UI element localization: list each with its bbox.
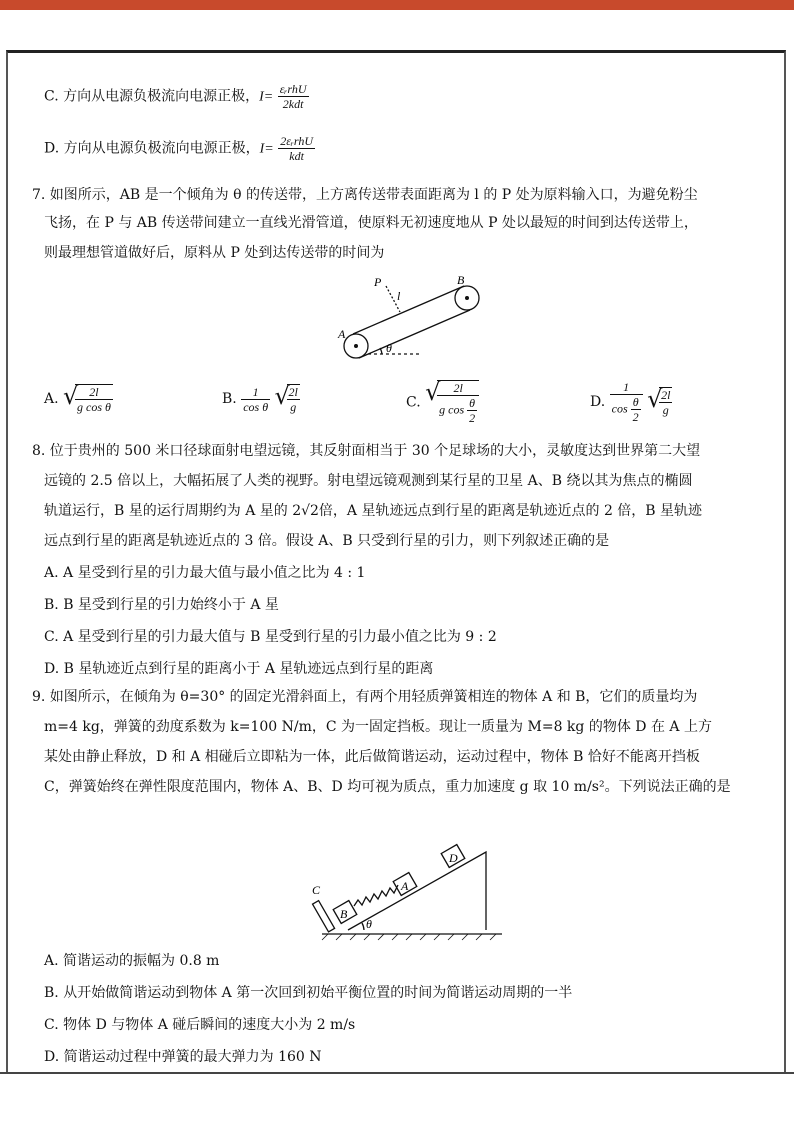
q9-option-b: B. 从开始做简谐运动到物体 A 第一次回到初始平衡位置的时间为简谐运动周期的一半 bbox=[44, 985, 573, 1001]
q7-option-a-sqrt: √ $\frac{2l}{\text{g cos θ}}$ bbox=[63, 382, 111, 414]
q7-option-b-den: g bbox=[290, 400, 297, 414]
q9-label-b: B bbox=[340, 907, 348, 921]
q7-option-c bbox=[406, 380, 479, 425]
q8-stem-line4: 远点到行星的距离是轨迹近点的 3 倍。假设 A、B 只受到行星的引力，则下列叙述正确的是 bbox=[44, 533, 610, 549]
q9-label-a: A bbox=[401, 879, 409, 893]
q8-stem-line1: 8. 位于贵州的 500 米口径球面射电望远镜，其反射面相当于 30 个足球场的大小，灵敏度达到世界第二大望 bbox=[32, 443, 701, 459]
q6-option-c-text: C. 方向从电源负极流向电源正极， bbox=[44, 88, 260, 105]
q7-angle-arc bbox=[380, 348, 382, 354]
q7-option-d-pre-den-den: 2 bbox=[632, 410, 639, 424]
q7-option-d bbox=[590, 380, 672, 424]
q7-roller-b-axle bbox=[465, 296, 469, 300]
q7-option-c-den-num: θ bbox=[467, 396, 477, 411]
q9-label-d: D bbox=[449, 851, 458, 865]
q8-stem-line2: 远镜的 2.5 倍以上，大幅拓展了人类的视野。射电望远镜观测到某行星的卫星 A、B 绕以其为焦点的椭圆 bbox=[44, 473, 693, 489]
q9-incline-figure bbox=[308, 838, 508, 942]
q8-option-d: D. B 星轨迹近点到行星的距离小于 A 星轨迹远点到行星的距离 bbox=[44, 661, 434, 677]
q7-option-c-den-pre: g cos bbox=[439, 402, 465, 417]
q7-label-l: l bbox=[397, 289, 401, 303]
q7-option-d-sqrt: √ $\frac{2l}{g}$ bbox=[647, 385, 671, 417]
q7-option-a-den: g cos θ bbox=[77, 400, 111, 414]
q7-option-d-pre-den-pre: cos bbox=[611, 401, 628, 416]
q6-option-c-denominator: 2kdt bbox=[282, 97, 304, 111]
q7-option-d-den: g bbox=[662, 403, 669, 417]
q7-belt-bottom-edge bbox=[359, 310, 470, 358]
q7-option-b-sqrt: √ $\frac{2l}{g}$ bbox=[274, 382, 298, 414]
q7-option-a bbox=[44, 384, 113, 414]
q7-options bbox=[44, 378, 774, 428]
q6-option-d bbox=[44, 134, 315, 163]
q8-stem-line3: 轨道运行，B 星的运行周期约为 A 星的 2√2倍，A 星轨迹远点到行星的距离是轨迹近点的 2 倍，B 星轨迹 bbox=[44, 503, 703, 519]
q6-option-c-lhs: I= bbox=[259, 89, 274, 105]
q7-label-b: B bbox=[457, 273, 465, 287]
q9-stopper-c bbox=[313, 901, 335, 932]
q6-option-d-numerator: 2εᵣrhU bbox=[280, 134, 314, 148]
q7-option-a-label: A. bbox=[44, 391, 59, 407]
q7-option-a-num: 2l bbox=[75, 385, 113, 400]
q9-spring bbox=[354, 885, 398, 906]
q8-option-c: C. A 星受到行星的引力最大值与 B 星受到行星的引力最小值之比为 9 : 2 bbox=[44, 629, 497, 645]
q9-angle-arc bbox=[362, 923, 364, 930]
q7-option-b-label: B. bbox=[222, 391, 237, 407]
q7-option-d-pre-den-num: θ bbox=[631, 395, 641, 410]
q6-option-c-numerator: εᵣrhU bbox=[279, 82, 307, 96]
q7-conveyor-figure bbox=[330, 272, 490, 368]
q7-stem-line2: 飞扬，在 P 与 AB 传送带间建立一直线光滑管道，使原料无初速度地从 P 处以最短的时间到达传送带上， bbox=[44, 215, 698, 231]
q9-stem-line4: C，弹簧始终在弹性限度范围内，物体 A、B、D 均可视为质点，重力加速度 g 取 10 m/s²。下列说法正确的是 bbox=[44, 779, 731, 795]
q7-option-c-den-den: 2 bbox=[469, 411, 476, 425]
q7-option-d-prefactor bbox=[610, 380, 643, 424]
q7-belt-top-edge bbox=[353, 286, 464, 334]
q7-option-d-pre-num: 1 bbox=[610, 380, 643, 395]
q7-option-b-pre-den: cos θ bbox=[243, 399, 269, 414]
q7-option-b-prefactor bbox=[241, 385, 270, 414]
q6-option-c-fraction bbox=[278, 82, 309, 111]
q9-stem-line1: 9. 如图所示，在倾角为 θ=30° 的固定光滑斜面上，有两个用轻质弹簧相连的物体 A 和 B，它们的质量均为 bbox=[32, 689, 698, 705]
q7-stem-line3: 则最理想管道做好后，原料从 P 处到达传送带的时间为 bbox=[44, 245, 385, 261]
q7-option-c-sqrt: √ 2l g cos $\frac{\theta}{2}$ bbox=[425, 380, 479, 425]
q6-option-d-text: D. 方向从电源负极流向电源正极， bbox=[44, 140, 260, 157]
q7-option-d-num: 2l bbox=[661, 388, 671, 402]
q6-option-d-lhs: I= bbox=[259, 141, 274, 157]
q7-option-c-label: C. bbox=[406, 394, 421, 411]
q7-roller-a-axle bbox=[354, 344, 358, 348]
bottom-rule bbox=[0, 1072, 794, 1074]
q9-stem-line3: 某处由静止释放，D 和 A 相碰后立即粘为一体，此后做简谐运动，运动过程中，物体 B 恰好不能离开挡板 bbox=[44, 749, 700, 765]
q7-option-d-label: D. bbox=[590, 394, 606, 410]
q7-label-p: P bbox=[374, 275, 382, 289]
q6-option-d-fraction bbox=[278, 134, 315, 163]
q7-option-b-pre-num: 1 bbox=[241, 385, 270, 400]
q7-option-b bbox=[222, 384, 300, 414]
q7-option-c-num: 2l bbox=[437, 381, 479, 396]
q9-option-c: C. 物体 D 与物体 A 碰后瞬间的速度大小为 2 m/s bbox=[44, 1017, 356, 1033]
q9-option-d: D. 简谐运动过程中弹簧的最大弹力为 160 N bbox=[44, 1049, 322, 1065]
q7-stem-line1: 7. 如图所示，AB 是一个倾角为 θ 的传送带，上方离传送带表面距离为 l 的 P 处为原料输入口，为避免粉尘 bbox=[32, 187, 698, 203]
q6-option-c bbox=[44, 82, 309, 111]
q9-label-c: C bbox=[312, 883, 321, 897]
q9-label-theta: θ bbox=[366, 917, 372, 931]
q9-stem-line2: m=4 kg，弹簧的劲度系数为 k=100 N/m，C 为一固定挡板。现让一质量为 M=8 kg 的物体 D 在 A 上方 bbox=[44, 719, 712, 735]
q7-label-a: A bbox=[338, 327, 346, 341]
q8-option-a: A. A 星受到行星的引力最大值与最小值之比为 4 : 1 bbox=[44, 565, 366, 581]
q8-option-b: B. B 星受到行星的引力始终小于 A 星 bbox=[44, 597, 279, 613]
q6-option-d-denominator: kdt bbox=[289, 149, 304, 163]
q9-option-a: A. 简谐运动的振幅为 0.8 m bbox=[44, 953, 220, 969]
q7-label-theta: θ bbox=[386, 341, 392, 355]
q9-ground-hatching bbox=[322, 934, 496, 940]
page-top-edge bbox=[0, 0, 794, 10]
q7-option-b-num: 2l bbox=[288, 385, 298, 399]
